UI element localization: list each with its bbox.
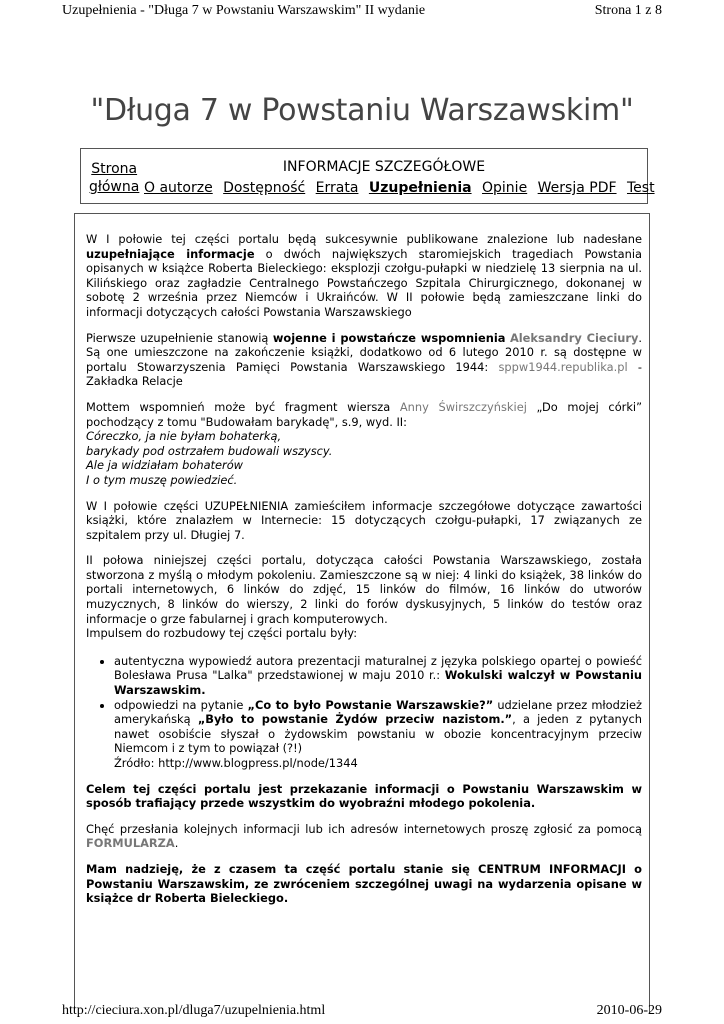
sppw-link[interactable]: sppw1944.republika.pl	[498, 359, 628, 374]
nav-link-dostepnosc[interactable]: Dostępność	[223, 180, 306, 196]
text: Pierwsze uzupełnienie stanowią	[86, 330, 273, 345]
emphasis: „Co to było Powstanie Warszawskie?”	[247, 697, 494, 712]
nav-link-opinie[interactable]: Opinie	[482, 180, 528, 196]
source-link[interactable]: Źródło: http://www.blogpress.pl/node/1344	[114, 756, 358, 770]
print-header-title: Uzupełnienia - "Długa 7 w Powstaniu Warszawskim" II wydanie	[62, 3, 426, 18]
contact-paragraph	[86, 822, 642, 851]
print-footer	[62, 1003, 662, 1019]
poem-line: Ale ja widziałam bohaterów	[86, 458, 243, 473]
text: Mottem wspomnień może być fragment wiersza	[86, 399, 400, 414]
motto-paragraph	[86, 400, 642, 488]
emphasis: wojenne i powstańcze wspomnienia	[272, 330, 506, 345]
impulse-list	[86, 654, 642, 771]
text: udzielane przez młodzież amerykańską	[114, 697, 642, 727]
text: Chęć przesłania kolejnych informacji lub ich adresów internetowych proszę zgłosić za pomocą	[86, 821, 642, 836]
text: II połowa niniejszej części portalu, dotycząca całości Powstania Warszawskiego, została stworzona z myślą o młodym pokoleniu. Zamieszczone są w niej: 4 linki do książek, 38 linków do portali internetowych, 6 linków do zdjęć, 15 linków do filmów, 16 linków do utworów muzycznych, 8 linków do wierszy, 2 linki do forów dyskusyjnych, 5 linków do testów oraz informacje o grze fabularnej i grach komputerowych.	[86, 553, 642, 626]
text: Impulsem do rozbudowy tej części portalu były:	[86, 626, 358, 641]
emphasis: uzupełniające informacje	[86, 246, 255, 261]
text: .	[174, 836, 179, 851]
second-half-paragraph	[86, 553, 642, 641]
poet-link[interactable]: Anny Świrszczyńskiej	[399, 399, 527, 414]
text: odpowiedzi na pytanie	[114, 697, 248, 712]
goal-paragraph: Celem tej części portalu jest przekazanie informacji o Powstaniu Warszawskim w sposób trafiający przede wszystkim do wyobraźni młodego pokolenia.	[86, 781, 642, 811]
intro-paragraph	[86, 232, 642, 320]
print-header	[62, 3, 662, 19]
hope-paragraph: Mam nadzieję, że z czasem ta część portalu stanie się CENTRUM INFORMACJI o Powstaniu Warszawskim, ze zwróceniem szczególnej uwagi na wydarzenia opisane w książce dr Roberta Bieleckiego.	[86, 861, 642, 906]
author-link[interactable]: Aleksandry Cieciury	[509, 330, 639, 345]
nav-links	[144, 180, 661, 196]
section-title: INFORMACJE SZCZEGÓŁOWE	[282, 159, 486, 175]
text: autentyczna wypowiedź autora prezentacji maturalnej z języka polskiego opartej o powieść Bolesława Prusa "Lalka" przedstawionej w maju 2010 r.:	[114, 653, 642, 683]
page-title: "Długa 7 w Powstaniu Warszawskim"	[90, 93, 634, 128]
list-item	[114, 698, 642, 771]
emphasis: Wokulski walczył w Powstaniu Warszawskim.	[114, 668, 642, 698]
nav-link-test[interactable]: Test	[626, 180, 655, 196]
text: . Są one umieszczone na zakończenie książki, dodatkowo od 6 lutego 2010 r. są dostępne w portalu Stowarzyszenia Pamięci Powstania Warszawskiego 1944:	[86, 330, 643, 374]
memoirs-paragraph	[86, 331, 642, 389]
nav-link-uzupelnienia[interactable]: Uzupełnienia	[368, 180, 472, 196]
text: - Zakładka Relacje	[86, 359, 643, 389]
print-header-page-number: Strona 1 z 8	[594, 3, 662, 18]
nav-link-errata[interactable]: Errata	[315, 180, 359, 196]
print-footer-url: http://cieciura.xon.pl/dluga7/uzupelnienia.html	[62, 1003, 326, 1018]
navigation-box	[80, 148, 655, 204]
home-link-line1[interactable]: Strona	[91, 161, 138, 177]
text: „Do mojej córki” pochodzący z tomu "Budowałam barykadę", s.9, wyd. II:	[86, 399, 643, 429]
text: o dwóch największych staromiejskich tragediach Powstania opisanych w książce Roberta Bieleckiego: eksplozji czołgu-pułapki w niedzielę 13 sierpnia na ul. Kilińskiego oraz zagładzie Centralnego Powstańczego Szpitala Chirurgicznego, dokonanej w sobotę 2 września przez Niemców i Ukraińców. W II połowie będą zamieszczane linki do informacji dotyczących całości Powstania Warszawskiego	[86, 246, 642, 319]
nav-link-wersja-pdf[interactable]: Wersja PDF	[537, 180, 617, 196]
form-link[interactable]: FORMULARZA	[86, 836, 175, 851]
home-link-line2[interactable]: główna	[89, 179, 140, 195]
poem-line: Córeczko, ja nie byłam bohaterką,	[86, 429, 282, 444]
text: , a jeden z pytanych nawet osobiście słyszał o żydowskim powstaniu w obozie koncentracyjnym przeciw Niemcom i z tym to powiązał (?!)	[114, 712, 642, 756]
main-content	[86, 232, 642, 917]
poem-line: I o tym muszę powiedzieć.	[86, 472, 238, 487]
nav-link-o-autorze[interactable]: O autorze	[144, 180, 213, 196]
poem-line: barykady pod ostrzałem budowali wszyscy.	[86, 443, 333, 458]
emphasis: „Było to powstanie Żydów przeciw nazistom.”	[197, 712, 513, 727]
print-footer-date: 2010-06-29	[596, 1003, 662, 1018]
list-item	[114, 654, 642, 698]
first-half-paragraph: W I połowie części UZUPEŁNIENIA zamieściłem informacje szczegółowe dotyczące zawartości książki, które znalazłem w Internecie: 15 dotyczących czołgu-pułapki, 17 związanych ze szpitalem przy ul. Długiej 7.	[86, 498, 642, 542]
text: W I połowie tej części portalu będą sukcesywnie publikowane znalezione lub nadesłane	[86, 232, 642, 246]
